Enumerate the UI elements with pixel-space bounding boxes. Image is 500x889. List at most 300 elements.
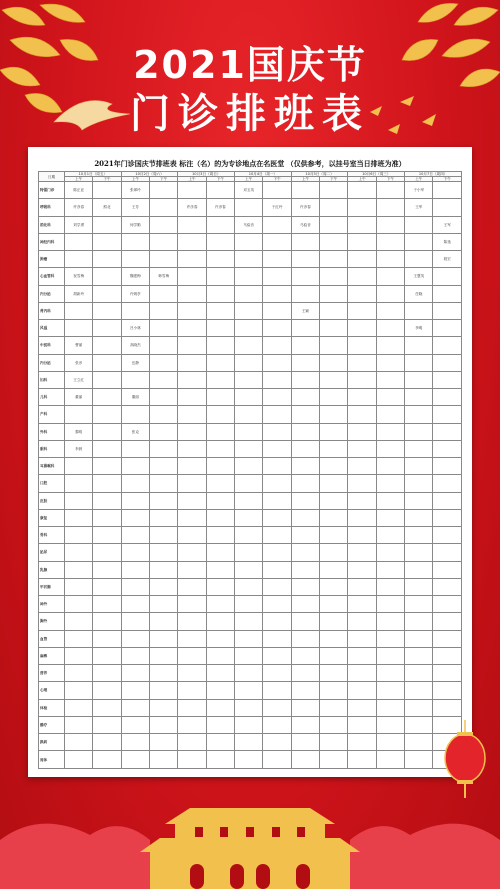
doctor-cell xyxy=(348,544,376,561)
doctor-cell xyxy=(348,199,376,216)
doctor-cell xyxy=(206,647,234,664)
doctor-cell xyxy=(206,751,234,769)
table-row xyxy=(39,596,462,613)
header-half-day: 下午 xyxy=(93,177,121,182)
doctor-cell xyxy=(405,371,433,388)
schedule-document xyxy=(28,147,472,777)
doctor-cell xyxy=(121,475,149,492)
department-name: 康复 xyxy=(39,509,65,526)
doctor-cell xyxy=(348,440,376,457)
doctor-cell xyxy=(178,182,206,199)
doctor-cell xyxy=(405,527,433,544)
doctor-cell xyxy=(235,320,263,337)
doctor-cell xyxy=(65,544,93,561)
doctor-cell xyxy=(291,389,319,406)
table-row xyxy=(39,682,462,699)
doctor-cell xyxy=(376,233,404,250)
doctor-cell: 胡新玲 xyxy=(65,285,93,302)
doctor-cell xyxy=(291,682,319,699)
doctor-cell xyxy=(433,699,462,716)
doctor-cell xyxy=(121,647,149,664)
doctor-cell xyxy=(320,423,348,440)
doctor-cell xyxy=(348,734,376,751)
doctor-cell: 吕小林 xyxy=(121,320,149,337)
header-half-day: 上午 xyxy=(348,177,376,182)
doctor-cell xyxy=(178,630,206,647)
doctor-cell xyxy=(320,233,348,250)
doctor-cell: 马骁音 xyxy=(291,216,319,233)
doctor-cell xyxy=(93,509,121,526)
doctor-cell xyxy=(320,406,348,423)
doctor-cell xyxy=(93,596,121,613)
doctor-cell xyxy=(206,371,234,388)
doctor-cell xyxy=(178,251,206,268)
doctor-cell xyxy=(65,596,93,613)
doctor-cell xyxy=(376,371,404,388)
doctor-cell xyxy=(178,716,206,733)
department-name: 神外 xyxy=(39,596,65,613)
header-half-day: 下午 xyxy=(150,177,178,182)
doctor-cell xyxy=(291,475,319,492)
header-half-day: 下午 xyxy=(263,177,291,182)
doctor-cell xyxy=(320,320,348,337)
doctor-cell: 魏建梅 xyxy=(121,268,149,285)
doctor-cell xyxy=(235,354,263,371)
doctor-cell xyxy=(405,561,433,578)
doctor-cell xyxy=(376,268,404,285)
doctor-cell xyxy=(65,561,93,578)
doctor-cell xyxy=(263,458,291,475)
doctor-cell xyxy=(263,509,291,526)
doctor-cell xyxy=(405,406,433,423)
doctor-cell: 许炳亭 xyxy=(121,285,149,302)
doctor-cell xyxy=(291,423,319,440)
doctor-cell xyxy=(121,734,149,751)
doctor-cell: 董丽 xyxy=(65,389,93,406)
doctor-cell xyxy=(235,596,263,613)
department-name: 眼科 xyxy=(39,440,65,457)
doctor-cell xyxy=(291,751,319,769)
department-name: 皮肤 xyxy=(39,492,65,509)
doctor-cell xyxy=(320,751,348,769)
doctor-cell xyxy=(206,699,234,716)
doctor-cell xyxy=(263,216,291,233)
doctor-cell xyxy=(235,233,263,250)
doctor-cell xyxy=(405,233,433,250)
department-name: 特需门诊 xyxy=(39,182,65,199)
doctor-cell xyxy=(235,337,263,354)
table-row xyxy=(39,647,462,664)
doctor-cell xyxy=(376,682,404,699)
doctor-cell xyxy=(235,699,263,716)
doctor-cell xyxy=(348,613,376,630)
doctor-cell xyxy=(93,337,121,354)
doctor-cell xyxy=(235,665,263,682)
table-row xyxy=(39,458,462,475)
doctor-cell xyxy=(376,406,404,423)
department-name: 体检 xyxy=(39,699,65,716)
doctor-cell xyxy=(348,578,376,595)
doctor-cell xyxy=(65,233,93,250)
doctor-cell xyxy=(178,665,206,682)
doctor-cell xyxy=(150,544,178,561)
doctor-cell xyxy=(376,734,404,751)
doctor-cell xyxy=(235,751,263,769)
doctor-cell xyxy=(320,182,348,199)
doctor-cell xyxy=(65,475,93,492)
doctor-cell xyxy=(291,182,319,199)
doctor-cell xyxy=(178,527,206,544)
doctor-cell xyxy=(405,216,433,233)
doctor-cell: 许彦春 xyxy=(206,199,234,216)
doctor-cell xyxy=(376,751,404,769)
doctor-cell xyxy=(206,251,234,268)
doctor-cell xyxy=(178,320,206,337)
doctor-cell xyxy=(206,509,234,526)
doctor-cell: 于小军 xyxy=(405,182,433,199)
tiananmen-gate-decoration xyxy=(0,780,500,889)
doctor-cell xyxy=(291,561,319,578)
table-row xyxy=(39,406,462,423)
doctor-cell xyxy=(320,251,348,268)
doctor-cell xyxy=(235,475,263,492)
doctor-cell xyxy=(178,734,206,751)
doctor-cell xyxy=(320,699,348,716)
doctor-cell: 于红玲 xyxy=(263,199,291,216)
doctor-cell xyxy=(93,682,121,699)
doctor-cell xyxy=(150,302,178,319)
doctor-cell xyxy=(206,682,234,699)
doctor-cell xyxy=(150,182,178,199)
table-row xyxy=(39,268,462,285)
doctor-cell xyxy=(320,734,348,751)
department-name: 妇科 xyxy=(39,371,65,388)
doctor-cell xyxy=(263,682,291,699)
department-name: 血管 xyxy=(39,630,65,647)
doctor-cell xyxy=(150,371,178,388)
doctor-cell xyxy=(405,613,433,630)
doctor-cell xyxy=(291,734,319,751)
doctor-cell xyxy=(150,647,178,664)
doctor-cell xyxy=(376,475,404,492)
doctor-cell xyxy=(433,423,462,440)
table-row xyxy=(39,302,462,319)
doctor-cell xyxy=(291,371,319,388)
doctor-cell: 王慧英 xyxy=(405,268,433,285)
doctor-cell xyxy=(235,630,263,647)
doctor-cell xyxy=(320,354,348,371)
doctor-cell xyxy=(320,613,348,630)
doctor-cell xyxy=(376,216,404,233)
doctor-cell xyxy=(348,751,376,769)
doctor-cell xyxy=(405,578,433,595)
doctor-cell xyxy=(178,440,206,457)
doctor-cell: 何学勤 xyxy=(121,216,149,233)
doctor-cell xyxy=(263,699,291,716)
doctor-cell xyxy=(65,734,93,751)
doctor-cell xyxy=(405,751,433,769)
table-row xyxy=(39,320,462,337)
doctor-cell xyxy=(206,613,234,630)
doctor-cell xyxy=(150,233,178,250)
doctor-cell xyxy=(376,647,404,664)
header-half-day: 上午 xyxy=(121,177,149,182)
doctor-cell xyxy=(93,182,121,199)
doctor-cell xyxy=(206,630,234,647)
doctor-cell xyxy=(65,751,93,769)
doctor-cell xyxy=(291,665,319,682)
department-name: 耳鼻喉科 xyxy=(39,458,65,475)
doctor-cell xyxy=(178,406,206,423)
doctor-cell xyxy=(433,630,462,647)
doctor-cell xyxy=(121,716,149,733)
doctor-cell xyxy=(65,699,93,716)
department-name: 中医科 xyxy=(39,337,65,354)
doctor-cell xyxy=(348,682,376,699)
doctor-cell xyxy=(433,354,462,371)
header-half-day: 下午 xyxy=(376,177,404,182)
doctor-cell xyxy=(348,423,376,440)
doctor-cell xyxy=(93,475,121,492)
doctor-cell xyxy=(320,665,348,682)
doctor-cell xyxy=(93,216,121,233)
department-name: 内分泌 xyxy=(39,354,65,371)
doctor-cell xyxy=(235,268,263,285)
doctor-cell xyxy=(206,578,234,595)
doctor-cell xyxy=(121,371,149,388)
doctor-cell xyxy=(93,233,121,250)
doctor-cell xyxy=(150,406,178,423)
department-name: 泌尿 xyxy=(39,544,65,561)
doctor-cell xyxy=(433,406,462,423)
crane-decoration xyxy=(52,92,132,132)
table-row xyxy=(39,285,462,302)
doctor-cell xyxy=(65,716,93,733)
doctor-cell xyxy=(178,699,206,716)
doctor-cell xyxy=(376,285,404,302)
header-date: 10月6日（周三） xyxy=(348,172,405,177)
poster-title-line1: 2021国庆节 xyxy=(133,43,367,87)
doctor-cell xyxy=(433,527,462,544)
doctor-cell xyxy=(235,251,263,268)
doctor-cell xyxy=(405,665,433,682)
table-row xyxy=(39,613,462,630)
doctor-cell xyxy=(93,251,121,268)
doctor-cell xyxy=(348,509,376,526)
doctor-cell xyxy=(376,337,404,354)
doctor-cell xyxy=(348,251,376,268)
header-date: 10月3日（周日） xyxy=(178,172,235,177)
doctor-cell xyxy=(376,509,404,526)
table-row xyxy=(39,182,462,199)
doctor-cell xyxy=(291,285,319,302)
doctor-cell xyxy=(348,268,376,285)
doctor-cell xyxy=(320,458,348,475)
doctor-cell xyxy=(433,440,462,457)
doctor-cell: 王颖 xyxy=(291,302,319,319)
doctor-cell xyxy=(235,423,263,440)
doctor-cell xyxy=(150,285,178,302)
doctor-cell xyxy=(93,302,121,319)
doctor-cell xyxy=(376,440,404,457)
doctor-cell xyxy=(121,406,149,423)
doctor-cell xyxy=(263,475,291,492)
department-name: 心血管科 xyxy=(39,268,65,285)
doctor-cell xyxy=(235,389,263,406)
department-name: 营养 xyxy=(39,665,65,682)
doctor-cell xyxy=(93,613,121,630)
doctor-cell xyxy=(348,665,376,682)
doctor-cell xyxy=(348,492,376,509)
doctor-cell xyxy=(65,458,93,475)
doctor-cell xyxy=(206,492,234,509)
department-name: 甲状腺 xyxy=(39,578,65,595)
doctor-cell xyxy=(405,647,433,664)
department-name: 骨科 xyxy=(39,527,65,544)
doctor-cell xyxy=(121,699,149,716)
header-date: 10月2日（周六） xyxy=(121,172,178,177)
doctor-cell xyxy=(235,371,263,388)
table-row xyxy=(39,751,462,769)
doctor-cell xyxy=(178,285,206,302)
doctor-cell: 王立红 xyxy=(65,371,93,388)
doctor-cell xyxy=(150,561,178,578)
doctor-cell xyxy=(320,716,348,733)
doctor-cell xyxy=(405,389,433,406)
doctor-cell xyxy=(348,371,376,388)
doctor-cell xyxy=(263,233,291,250)
doctor-cell xyxy=(65,647,93,664)
doctor-cell xyxy=(93,647,121,664)
header-half-day: 上午 xyxy=(178,177,206,182)
header-date: 10月1日（周五） xyxy=(65,172,122,177)
table-row xyxy=(39,199,462,216)
doctor-cell xyxy=(263,268,291,285)
table-row xyxy=(39,544,462,561)
doctor-cell xyxy=(291,647,319,664)
header-half-day: 上午 xyxy=(235,177,263,182)
doctor-cell xyxy=(433,647,462,664)
doctor-cell xyxy=(433,389,462,406)
doctor-cell xyxy=(150,613,178,630)
doctor-cell xyxy=(93,527,121,544)
doctor-cell xyxy=(121,596,149,613)
doctor-cell xyxy=(178,458,206,475)
doctor-cell xyxy=(291,233,319,250)
department-name: 肾内科 xyxy=(39,302,65,319)
doctor-cell xyxy=(121,233,149,250)
doctor-cell xyxy=(320,492,348,509)
doctor-cell xyxy=(121,458,149,475)
doctor-cell xyxy=(291,544,319,561)
doctor-cell xyxy=(121,665,149,682)
department-name: 换药 xyxy=(39,734,65,751)
doctor-cell xyxy=(376,699,404,716)
doctor-cell xyxy=(376,716,404,733)
doctor-cell xyxy=(178,509,206,526)
doctor-cell xyxy=(206,527,234,544)
doctor-cell: 王芳 xyxy=(121,199,149,216)
doctor-cell xyxy=(93,440,121,457)
doctor-cell xyxy=(433,596,462,613)
department-name: 神经内科 xyxy=(39,233,65,250)
doctor-cell xyxy=(150,734,178,751)
table-row xyxy=(39,630,462,647)
header-half-day: 下午 xyxy=(433,177,462,182)
doctor-cell xyxy=(291,509,319,526)
doctor-cell xyxy=(235,406,263,423)
doctor-cell xyxy=(263,285,291,302)
header-half-day: 上午 xyxy=(65,177,93,182)
doctor-cell xyxy=(405,716,433,733)
header-half-day: 上午 xyxy=(405,177,433,182)
doctor-cell xyxy=(93,578,121,595)
doctor-cell xyxy=(93,268,121,285)
doctor-cell xyxy=(178,544,206,561)
doctor-cell xyxy=(263,630,291,647)
doctor-cell xyxy=(376,251,404,268)
doctor-cell xyxy=(291,578,319,595)
doctor-cell xyxy=(121,251,149,268)
doctor-cell xyxy=(150,440,178,457)
doctor-cell: 熊北 xyxy=(93,199,121,216)
doctor-cell: 张翠玲 xyxy=(121,182,149,199)
doctor-cell xyxy=(433,182,462,199)
doctor-cell xyxy=(376,389,404,406)
doctor-cell xyxy=(93,458,121,475)
doctor-cell xyxy=(150,509,178,526)
doctor-cell xyxy=(206,596,234,613)
doctor-cell xyxy=(263,527,291,544)
doctor-cell xyxy=(235,734,263,751)
doctor-cell xyxy=(121,492,149,509)
doctor-cell xyxy=(376,423,404,440)
doctor-cell xyxy=(206,544,234,561)
table-row xyxy=(39,509,462,526)
doctor-cell xyxy=(235,458,263,475)
table-row xyxy=(39,716,462,733)
doctor-cell xyxy=(65,251,93,268)
doctor-cell xyxy=(178,371,206,388)
header-date-label: 日期 xyxy=(39,172,65,182)
doctor-cell xyxy=(320,578,348,595)
doctor-cell xyxy=(65,578,93,595)
doctor-cell xyxy=(93,389,121,406)
doctor-cell: 高晓杰 xyxy=(121,337,149,354)
doctor-cell: 刘学勇 xyxy=(65,216,93,233)
table-row xyxy=(39,337,462,354)
doctor-cell xyxy=(263,578,291,595)
doctor-cell xyxy=(263,440,291,457)
doctor-cell xyxy=(93,716,121,733)
doctor-cell xyxy=(291,613,319,630)
doctor-cell xyxy=(291,596,319,613)
doctor-cell xyxy=(150,423,178,440)
doctor-cell xyxy=(65,613,93,630)
doctor-cell xyxy=(235,613,263,630)
doctor-cell xyxy=(433,285,462,302)
doctor-cell xyxy=(121,630,149,647)
doctor-cell xyxy=(93,406,121,423)
doctor-cell xyxy=(376,665,404,682)
doctor-cell xyxy=(263,734,291,751)
doctor-cell xyxy=(263,613,291,630)
doctor-cell xyxy=(291,320,319,337)
doctor-cell xyxy=(93,320,121,337)
doctor-cell xyxy=(150,199,178,216)
doctor-cell xyxy=(405,423,433,440)
doctor-cell xyxy=(206,406,234,423)
